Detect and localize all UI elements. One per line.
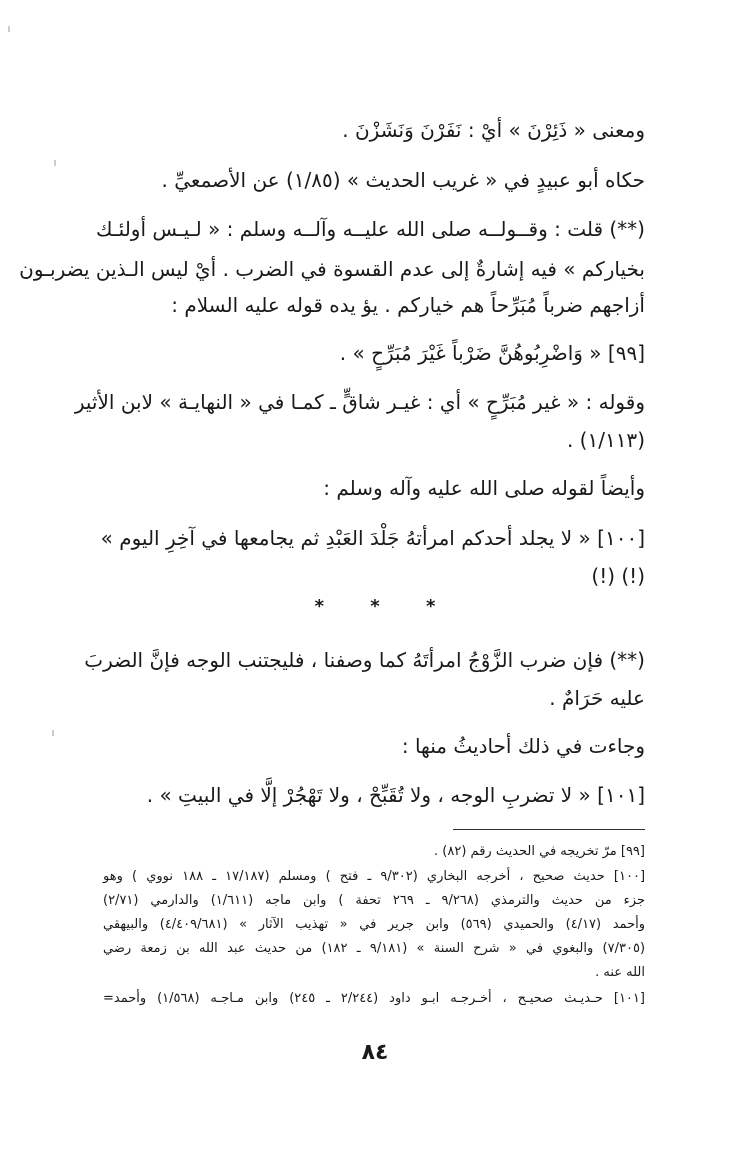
- footnote-99: [٩٩] مرّ تخريجه في الحديث رقم (٨٢) .: [434, 844, 645, 859]
- scan-mark: [52, 730, 54, 736]
- text-line-12: (**) فإن ضرب الزَّوْجُ امرأتَهُ كما وصفنا ، فليجتنب الوجه فإنَّ الضربَ: [84, 648, 645, 672]
- hadith-100: [١٠٠] « لا يجلد أحدكم امرأتهُ جَلْدَ العَبْدِ ثم يجامعها في آخِرِ اليوم »: [100, 526, 645, 550]
- hadith-101: [١٠١] « لا تضربِ الوجه ، ولا تُقَبِّحْ ، ولا تَهْجُرْ إلَّا في البيتِ » .: [146, 783, 645, 807]
- text-line-1: ومعنى « ذَئِرْنَ » أيْ : نَفَرْنَ وَنَشَزْنَ .: [342, 118, 645, 142]
- page-number: ٨٤: [361, 1040, 389, 1065]
- hadith-99: [٩٩] « وَاضْرِبُوهُنَّ ضَرْباً غَيْرَ مُبَرِّحٍ » .: [339, 341, 645, 365]
- scan-mark: [8, 26, 10, 32]
- separator-star: *: [370, 596, 380, 617]
- text-line-2: حكاه أبو عبيدٍ في « غريب الحديث » (١/٨٥) عن الأصمعيِّ .: [161, 168, 645, 192]
- text-line-7: وقوله : « غير مُبَرِّحٍ » أي : غيـر شاقٍّ ـ كمـا في « النهايـة » لابن الأثير: [74, 390, 645, 414]
- text-line-4: بخياركم » فيه إشارةٌ إلى عدم القسوة في الضرب . أيْ ليس الـذين يضربـون: [19, 257, 645, 281]
- separator-star: *: [425, 596, 436, 617]
- text-line-9: وأيضاً لقوله صلى الله عليه وآله وسلم :: [323, 476, 645, 500]
- section-separator: [0, 596, 750, 617]
- text-line-8: (١/١١٣) .: [566, 428, 645, 452]
- footnote-100-line-3: وأحمد (٤/١٧) والحميدي (٥٦٩) وابن جرير في « تهذيب الآثار » (٤/٤٠٩/٦٨١) والبيهقي: [103, 917, 645, 932]
- text-line-11: (!) (!): [591, 564, 645, 588]
- footnote-100-line-4: (٧/٣٠٥) والبغوي في « شرح السنة » (٩/١٨١ ـ ١٨٢) من حديث عبد الله بن زمعة رضي: [103, 941, 646, 956]
- scan-mark: [54, 160, 56, 166]
- text-line-5: أزاجهم ضرباً مُبَرِّحاً هم خياركم . يؤ يده قوله عليه السلام :: [171, 293, 645, 317]
- footnote-101: [١٠١] حـديـث صحيـح ، أخـرجـه ابـو داود (٢/٢٤٤ ـ ٢٤٥) وابن مـاجـه (١/٥٦٨) وأحمد=: [103, 991, 645, 1006]
- text-line-3: (**) قلت : وقــولــه صلى الله عليــه وآلــه وسلم : « لـيـس أولئـك: [95, 217, 645, 241]
- footnote-divider: [453, 829, 645, 830]
- footnote-100-line-1: [١٠٠] حديث صحيح ، أخرجه البخاري (٩/٣٠٢ ـ فتح ) ومسلم (١٧/١٨٧ ـ ١٨٨ نووي ) وهو: [103, 869, 646, 884]
- text-line-14: وجاءت في ذلك أحاديثُ منها :: [401, 734, 645, 758]
- footnote-100-line-2: جزء من حديث والترمذي (٩/٢٦٨ ـ ٢٦٩ تحفة ) وابن ماجه (١/٦١١) والدارمي (٢/٧١): [103, 893, 645, 908]
- text-line-13: عليه حَرَامٌ .: [549, 686, 645, 710]
- separator-star: *: [314, 596, 324, 617]
- footnote-100-line-5: الله عنه .: [595, 965, 645, 980]
